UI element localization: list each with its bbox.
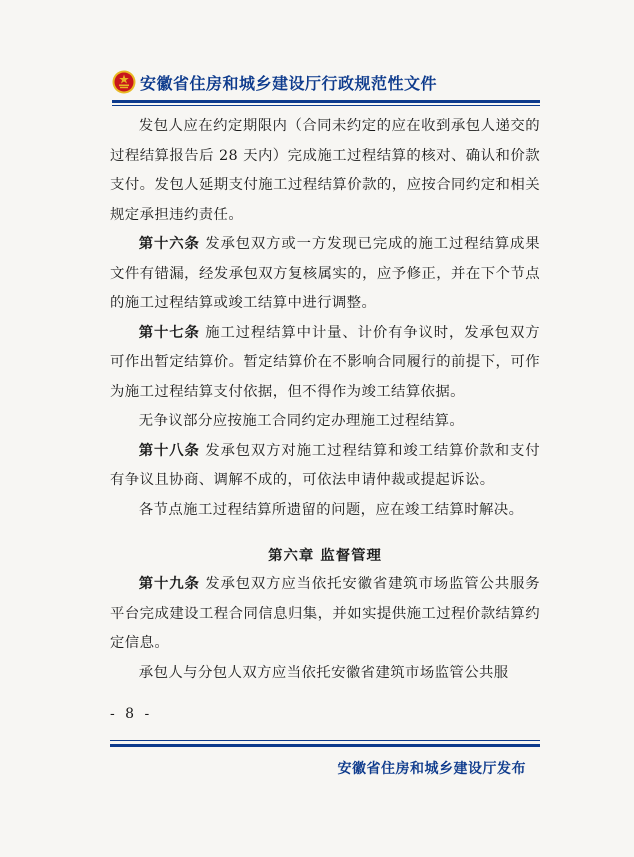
- header-divider: [112, 100, 540, 103]
- body-text-top: [110, 112, 540, 525]
- body-text-bottom: [110, 570, 540, 688]
- paragraph: 第十九条 发承包双方应当依托安徽省建筑市场监管公共服务平台完成建设工程合同信息归集，并如实提供施工过程价款结算约定信息。: [110, 576, 541, 651]
- document-header: [112, 66, 540, 106]
- paragraph: 第十七条 施工过程结算中计量、计价有争议时，发承包双方可作出暂定结算价。暂定结算价在不影响合同履行的前提下，可作为施工过程结算支付依据，但不得作为竣工结算依据。: [110, 324, 541, 400]
- article-number: 第十六条: [138, 236, 200, 252]
- paragraph: 第十六条 发承包双方或一方发现已完成的施工过程结算成果文件有错漏，经发承包双方复核属实的，应予修正，并在下个节点的施工过程结算或竣工结算中进行调整。: [110, 236, 541, 311]
- paragraph: 无争议部分应按施工合同约定办理施工过程结算。: [138, 413, 465, 429]
- paragraph: 第十八条 发承包双方对施工过程结算和竣工结算价款和支付有争议且协商、调解不成的，可依法申请仲裁或提起诉讼。: [110, 442, 541, 488]
- paragraph: 发包人应在约定期限内（合同未约定的应在收到承包人递交的过程结算报告后 28 天内）完成施工过程结算的核对、确认和价款支付。发包人延期支付施工过程结算价款的，应按合同约定和相关规定承担违约责任。: [110, 118, 540, 223]
- page-number: - 8 -: [110, 706, 153, 722]
- footer-publisher: 安徽省住房和城乡建设厅发布: [337, 761, 526, 777]
- header-divider-thin: [112, 105, 540, 106]
- footer-divider-thin: [110, 740, 540, 741]
- article-number: 第十九条: [138, 576, 200, 592]
- chapter-title: 第六章 监督管理: [268, 548, 382, 564]
- article-number: 第十七条: [138, 324, 200, 341]
- article-number: 第十八条: [138, 442, 200, 459]
- footer-divider: [110, 744, 540, 747]
- paragraph: 承包人与分包人双方应当依托安徽省建筑市场监管公共服: [138, 664, 509, 681]
- paragraph: 各节点施工过程结算所遗留的问题，应在竣工结算时解决。: [138, 501, 524, 518]
- national-emblem-icon: [112, 70, 136, 94]
- header-title: 安徽省住房和城乡建设厅行政规范性文件: [140, 74, 438, 93]
